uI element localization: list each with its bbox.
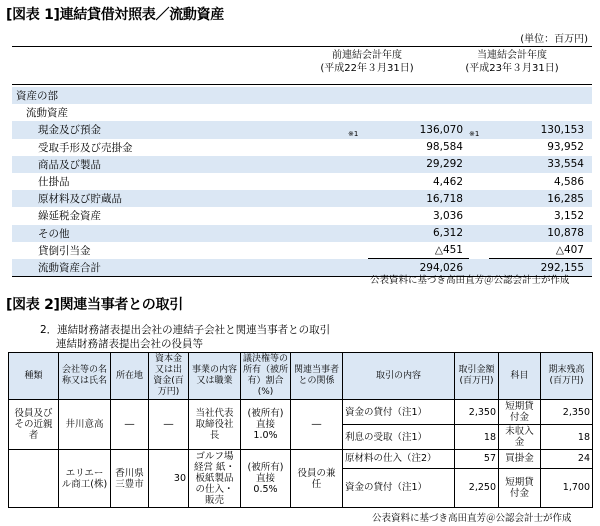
rp-tx-amount: 2,250 bbox=[455, 468, 499, 507]
bs-row bbox=[12, 87, 592, 104]
rp-tx-account: 買掛金 bbox=[499, 450, 541, 469]
subtitle-1: 2．連結財務諸表提出会社の連結子会社と関連当事者との取引 bbox=[40, 324, 331, 336]
bs-row bbox=[12, 242, 592, 259]
bs-note-mark bbox=[348, 87, 368, 104]
rp-tx-account: 短期貸付金 bbox=[499, 400, 541, 425]
bs-prev-value bbox=[368, 104, 469, 121]
source-note-2: 公表資料に基づき高田直芳＠公認会計士が作成 bbox=[372, 513, 572, 524]
bs-row-label: 原材料及び貯蔵品 bbox=[12, 190, 308, 207]
rp-location-1: ― bbox=[111, 400, 149, 450]
bs-prev-value: 294,026 bbox=[368, 259, 469, 277]
rp-capital-1: ― bbox=[149, 400, 189, 450]
bs-row-label: 流動資産 bbox=[26, 107, 68, 120]
source-note-1: 公表資料に基づき高田直芳＠公認会計士が作成 bbox=[370, 275, 570, 286]
bs-row-label: 仕掛品 bbox=[38, 176, 70, 189]
rp-tx-content: 資金の貸付（注1） bbox=[343, 400, 455, 425]
bs-prev-value: 6,312 bbox=[368, 225, 469, 242]
subtitle-2: 連結財務諸表提出会社の役員等 bbox=[56, 338, 203, 350]
rp-header-cell: 科目 bbox=[499, 353, 541, 400]
bs-note-mark bbox=[469, 190, 489, 207]
bs-row-label: 受取手形及び売掛金 bbox=[38, 141, 133, 154]
rp-relation-1: ― bbox=[291, 400, 343, 450]
table1-title: [図表 1]連結貸借対照表／流動資産 bbox=[6, 7, 225, 23]
bs-note-mark: ※1 bbox=[469, 121, 489, 138]
bs-prev-value: △451 bbox=[434, 244, 463, 257]
bs-curr-value: 130,153 bbox=[489, 121, 592, 138]
rp-business-2: ゴルフ場経営 紙・板紙製品の仕入・販売 bbox=[189, 450, 241, 508]
bs-note-mark bbox=[348, 139, 368, 156]
bs-prev-value: 16,718 bbox=[368, 190, 469, 207]
bs-row bbox=[12, 104, 592, 121]
bs-prev-value bbox=[368, 87, 469, 104]
rp-relation-2: 役員の兼任 bbox=[291, 450, 343, 508]
bs-curr-value: 3,152 bbox=[553, 209, 584, 222]
bs-curr-value: △407 bbox=[555, 244, 584, 257]
rp-name-1: 井川意高 bbox=[59, 400, 111, 450]
bs-curr-value: 16,285 bbox=[489, 190, 592, 207]
bs-note-mark bbox=[469, 173, 489, 190]
rp-capital-2: 30 bbox=[149, 450, 189, 508]
bs-row-label: 資産の部 bbox=[12, 87, 308, 104]
rp-tx-balance: 2,350 bbox=[541, 400, 593, 425]
prev-year-header: 前連結会計年度 (平成22年３月31日) bbox=[320, 50, 414, 74]
bs-row bbox=[12, 207, 592, 224]
bs-note-mark bbox=[348, 242, 368, 259]
bs-note-mark bbox=[348, 207, 368, 224]
bs-curr-value bbox=[489, 104, 592, 121]
rp-kind-empty bbox=[9, 450, 59, 508]
rp-header-cell: 種類 bbox=[9, 353, 59, 400]
rp-ratio-1: (被所有)直接 1.0% bbox=[241, 400, 291, 450]
bs-prev-value: 29,292 bbox=[368, 156, 469, 173]
bs-row bbox=[12, 156, 592, 173]
bs-note-mark bbox=[469, 104, 489, 121]
rp-header-cell: 資本金又は出資金(百万円) bbox=[149, 353, 189, 400]
bs-row-label: 流動資産合計 bbox=[12, 259, 308, 277]
rp-business-1: 当社代表取締役社長 bbox=[189, 400, 241, 450]
bs-row bbox=[12, 139, 592, 156]
bs-prev-value: 136,070 bbox=[368, 121, 469, 138]
rp-tx-balance: 18 bbox=[541, 425, 593, 450]
bs-curr-value: 93,952 bbox=[547, 141, 584, 154]
rp-header-cell: 会社等の名称又は氏名 bbox=[59, 353, 111, 400]
rp-header-cell: 事業の内容又は職業 bbox=[189, 353, 241, 400]
bs-note-mark bbox=[348, 259, 368, 277]
balance-sheet-table bbox=[12, 87, 592, 277]
bs-row-label: 商品及び製品 bbox=[12, 156, 308, 173]
bs-note-mark bbox=[469, 225, 489, 242]
rp-tx-amount: 57 bbox=[455, 450, 499, 469]
rp-ratio-2: (被所有)直接 0.5% bbox=[241, 450, 291, 508]
bs-note-mark bbox=[348, 190, 368, 207]
bs-row bbox=[12, 121, 592, 138]
bs-curr-value bbox=[489, 87, 592, 104]
unit-label: (単位：百万円) bbox=[520, 34, 588, 45]
rp-tx-amount: 2,350 bbox=[455, 400, 499, 425]
rp-tx-balance: 1,700 bbox=[541, 468, 593, 507]
bs-row bbox=[12, 173, 592, 190]
rp-header-cell: 所在地 bbox=[111, 353, 149, 400]
rp-tx-amount: 18 bbox=[455, 425, 499, 450]
rp-tx-balance: 24 bbox=[541, 450, 593, 469]
rp-header-cell: 取引の内容 bbox=[343, 353, 455, 400]
bs-row-label: 貸倒引当金 bbox=[38, 244, 91, 257]
bs-row-label: 現金及び預金 bbox=[12, 121, 308, 138]
bs-note-mark bbox=[348, 104, 368, 121]
rp-header-cell: 期末残高(百万円) bbox=[541, 353, 593, 400]
bs-row bbox=[12, 225, 592, 242]
rp-header-cell: 関連当事者との関係 bbox=[291, 353, 343, 400]
bs-row-label: その他 bbox=[12, 225, 308, 242]
rp-tx-account: 未収入金 bbox=[499, 425, 541, 450]
bs-note-mark bbox=[469, 207, 489, 224]
related-party-table bbox=[8, 352, 593, 508]
bs-note-mark bbox=[469, 242, 489, 259]
rp-tx-content: 原材料の仕入（注2） bbox=[343, 450, 455, 469]
bs-note-mark bbox=[348, 173, 368, 190]
curr-year-header: 当連結会計年度 (平成23年３月31日) bbox=[465, 50, 559, 74]
bs-prev-value: 4,462 bbox=[432, 175, 463, 188]
rp-tx-content: 資金の貸付（注1） bbox=[343, 468, 455, 507]
bs-note-mark: ※1 bbox=[348, 121, 368, 138]
rp-tx-account: 短期貸付金 bbox=[499, 468, 541, 507]
bs-curr-value: 10,878 bbox=[489, 225, 592, 242]
bs-curr-value: 4,586 bbox=[553, 175, 584, 188]
rp-header-cell: 議決権等の所有（被所有）割合(%) bbox=[241, 353, 291, 400]
rp-tx-content: 利息の受取（注1） bbox=[343, 425, 455, 450]
rp-header-cell: 取引金額(百万円) bbox=[455, 353, 499, 400]
bs-prev-value: 98,584 bbox=[426, 141, 463, 154]
bs-note-mark bbox=[469, 156, 489, 173]
rp-name-2: エリエール商工(株) bbox=[59, 450, 111, 508]
bs-prev-value: 3,036 bbox=[432, 209, 463, 222]
bs-note-mark bbox=[469, 87, 489, 104]
bs-curr-value: 292,155 bbox=[489, 259, 592, 277]
bs-row bbox=[12, 190, 592, 207]
rp-location-2: 香川県三豊市 bbox=[111, 450, 149, 508]
bs-note-mark bbox=[348, 225, 368, 242]
bs-note-mark bbox=[348, 156, 368, 173]
bs-curr-value: 33,554 bbox=[489, 156, 592, 173]
table2-title: [図表 2]関連当事者との取引 bbox=[6, 297, 183, 313]
bs-note-mark bbox=[469, 139, 489, 156]
bs-row-label: 繰延税金資産 bbox=[38, 210, 101, 223]
rp-kind: 役員及びその近親者 bbox=[9, 400, 59, 450]
